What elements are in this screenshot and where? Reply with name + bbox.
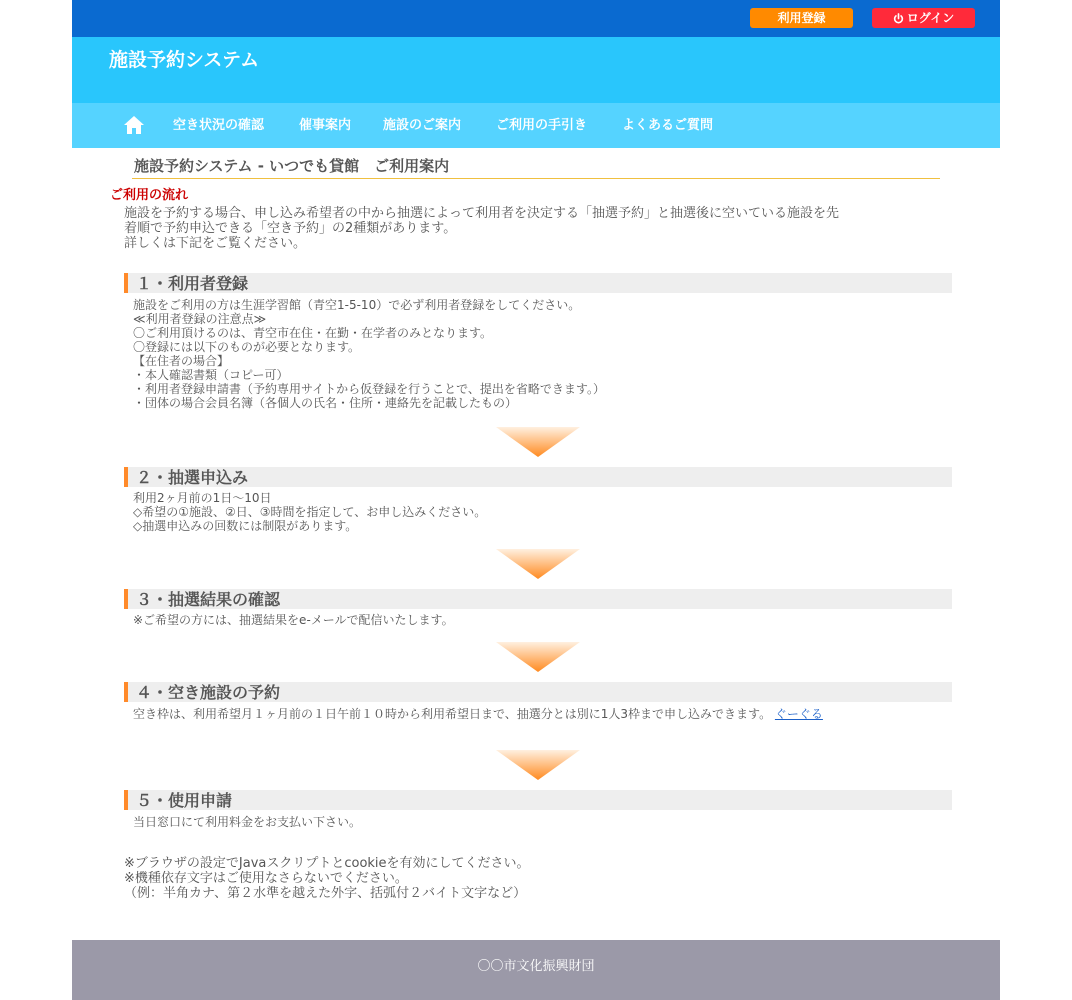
step-line: 〇ご利用頂けるのは、青空市在住・在勤・在学者のみとなります。 xyxy=(133,326,493,340)
step-heading xyxy=(124,273,952,293)
login-label: ログイン xyxy=(906,11,955,25)
intro-line: 着順で予約申込できる「空き予約」の2種類があります。 xyxy=(124,221,457,236)
site-header xyxy=(72,37,1000,103)
step-text: 空き枠は、利用希望月１ヶ月前の１日午前１０時から利用希望日まで、抽選分とは別に1人3枠まで申し込みできます。 xyxy=(133,707,772,721)
step-line: ◇抽選申込みの回数には制限があります。 xyxy=(133,519,358,533)
step-heading xyxy=(124,589,952,609)
intro-text xyxy=(124,206,954,251)
intro-line: 詳しくは下記をご覧ください。 xyxy=(124,236,307,251)
step-line: 当日窓口にて利用料金をお支払い下さい。 xyxy=(133,815,362,829)
nav-item-faq[interactable]: よくあるご質問 xyxy=(622,118,714,133)
power-icon xyxy=(893,13,904,24)
google-link[interactable]: ぐーぐる xyxy=(774,707,823,721)
step-line: 利用2ヶ月前の1日～10日 xyxy=(133,491,272,505)
footer xyxy=(72,940,1000,1000)
down-arrow-icon xyxy=(496,427,580,457)
step-line: ≪利用者登録の注意点≫ xyxy=(133,312,267,326)
top-bar xyxy=(72,0,1000,37)
step-body xyxy=(133,298,953,410)
step-line: 施設をご利用の方は生涯学習館（青空1-5-10）で必ず利用者登録をしてください。 xyxy=(133,298,581,312)
main-nav xyxy=(72,103,1000,148)
step-line: ・団体の場合会員名簿（各個人の氏名・住所・連絡先を記載したもの） xyxy=(133,396,518,410)
register-button[interactable]: 利用登録 xyxy=(750,8,853,28)
step-heading xyxy=(124,790,952,810)
down-arrow-icon xyxy=(496,642,580,672)
step-body xyxy=(133,491,953,533)
notes xyxy=(124,856,944,901)
down-arrow-icon xyxy=(496,750,580,780)
nav-item-events[interactable]: 催事案内 xyxy=(299,118,352,133)
step-title: ２・抽選申込み xyxy=(136,468,249,487)
step-body xyxy=(133,815,953,829)
step-title: ３・抽選結果の確認 xyxy=(136,590,281,609)
nav-item-availability[interactable]: 空き状況の確認 xyxy=(173,118,265,133)
step-heading xyxy=(124,682,952,702)
page-heading: 施設予約システム - いつでも貸館 ご利用案内 xyxy=(132,156,940,179)
step-title: ５・使用申請 xyxy=(136,791,233,810)
note-line: ※機種依存文字はご使用なさらないでください。 xyxy=(124,871,408,886)
step-line: ・本人確認書類（コピー可） xyxy=(133,368,289,382)
step-body xyxy=(133,707,947,721)
step-line xyxy=(133,707,947,721)
step-title: １・利用者登録 xyxy=(136,274,249,293)
note-line: ※ブラウザの設定でJavaスクリプトとcookieを有効にしてください。 xyxy=(124,856,530,871)
intro-line: 施設を予約する場合、申し込み希望者の中から抽選によって利用者を決定する「抽選予約」と抽選後に空いている施設を先 xyxy=(124,206,840,221)
home-icon[interactable] xyxy=(123,115,145,135)
step-heading xyxy=(124,467,952,487)
step-title: ４・空き施設の予約 xyxy=(136,683,281,702)
step-line: 〇登録には以下のものが必要となります。 xyxy=(133,340,361,354)
down-arrow-icon xyxy=(496,549,580,579)
site-title[interactable]: 施設予約システム xyxy=(109,49,260,71)
step-line: ※ご希望の方には、抽選結果をe-メールで配信いたします。 xyxy=(133,613,454,627)
nav-item-guide[interactable]: ご利用の手引き xyxy=(496,118,588,133)
nav-item-facilities[interactable]: 施設のご案内 xyxy=(383,118,462,133)
step-line: ・利用者登録申請書（予約専用サイトから仮登録を行うことで、提出を省略できます。） xyxy=(133,382,605,396)
step-line: ◇希望の①施設、②日、③時間を指定して、お申し込みください。 xyxy=(133,505,487,519)
page xyxy=(72,0,1000,1000)
login-button[interactable] xyxy=(872,8,975,28)
flow-label: ご利用の流れ xyxy=(110,188,189,203)
step-body xyxy=(133,613,953,627)
step-line: 【在住者の場合】 xyxy=(133,354,230,368)
note-line: （例：半角カナ、第２水準を越えた外字、括弧付２バイト文字など） xyxy=(124,886,527,901)
footer-text: 〇〇市文化振興財団 xyxy=(477,959,595,974)
